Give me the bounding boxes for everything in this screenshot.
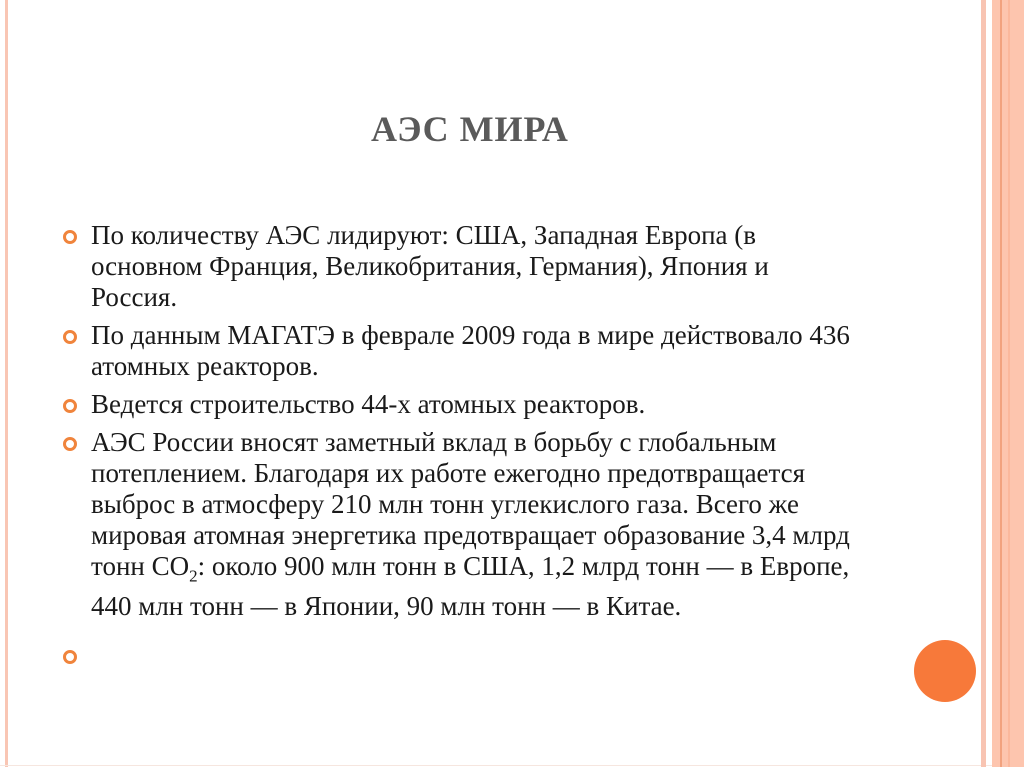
bullet-text: Ведется строительство 44-х атомных реакторов. (91, 389, 646, 419)
bullet-text-part: : около 900 млн тонн в США, 1,2 млрд тонн — в Европе, 440 млн тонн — в Японии, 90 млн тонн — в Китае. (91, 551, 850, 622)
slide-title: АЭС МИРА (371, 109, 569, 149)
bottom-border-line (0, 765, 1024, 766)
decorative-orange-circle (914, 640, 976, 702)
circle-bullet-icon (63, 399, 77, 413)
bullet-text-part: АЭС России вносят заметный вклад в борьбу с глобальным потеплением. Благодаря их работе ежегодно предотвращается выброс в атмосферу 210 млн тонн углекислого газа. Всего же мировая атомная энергетика предотвращает образование 3,4 млрд тонн СО (91, 427, 850, 581)
decorative-stripe (1000, 0, 1002, 767)
decorative-stripe (981, 0, 986, 767)
list-item (60, 389, 860, 420)
circle-bullet-icon (63, 330, 77, 344)
circle-bullet-icon (63, 650, 77, 664)
bullet-list (60, 220, 860, 678)
bullet-text: По данным МАГАТЭ в феврале 2009 года в мире действовало 436 атомных реакторов. (91, 320, 850, 381)
circle-bullet-icon (63, 230, 77, 244)
bullet-text (91, 427, 850, 621)
bullet-text: По количеству АЭС лидируют: США, Западная Европа (в основном Франция, Великобритания, Германия), Япония и Россия. (91, 220, 769, 312)
circle-bullet-icon (63, 437, 77, 451)
list-item (60, 427, 860, 622)
subscript: 2 (189, 566, 198, 586)
list-item (60, 320, 860, 382)
decorative-stripe (1008, 0, 1010, 767)
list-item-empty (60, 640, 860, 671)
list-item (60, 220, 860, 313)
